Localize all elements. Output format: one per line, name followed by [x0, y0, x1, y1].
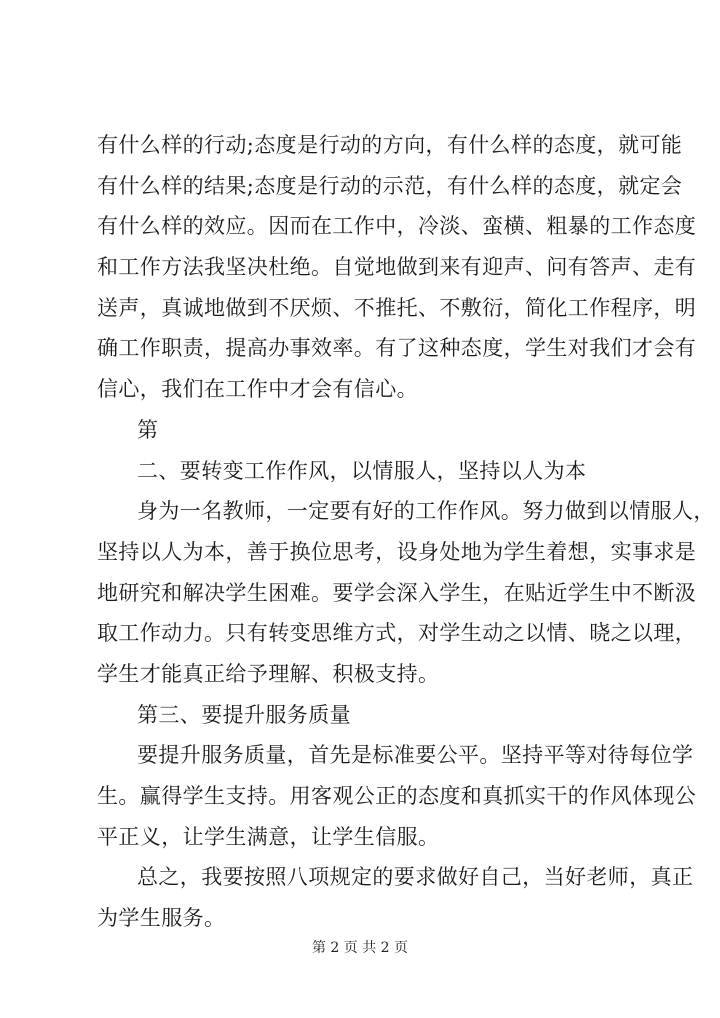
- text-line: 学生才能真正给予理解、积极支持。: [97, 661, 440, 686]
- text-line: 确工作职责，提高办事效率。有了这种态度，学生对我们才会有: [97, 336, 697, 361]
- text-line: 取工作动力。只有转变思维方式，对学生动之以情、晓之以理，: [97, 621, 697, 646]
- document-body: [97, 128, 715, 942]
- text-line: 地研究和解决学生困难。要学会深入学生，在贴近学生中不断汲: [97, 580, 697, 605]
- section-heading: 二、要转变工作作风，以情服人，坚持以人为本: [137, 458, 587, 483]
- text-line: 为学生服务。: [97, 906, 226, 931]
- text-line: 平正义，让学生满意，让学生信服。: [97, 824, 440, 849]
- text-line: 坚持以人为本，善于换位思考，设身处地为学生着想，实事求是: [97, 539, 697, 564]
- text-line: 和工作方法我坚决杜绝。自觉地做到来有迎声、问有答声、走有: [97, 255, 697, 280]
- text-line: 信心，我们在工作中才会有信心。: [97, 377, 418, 402]
- text-line: 要提升服务质量，首先是标准要公平。坚持平等对待每位学: [137, 743, 694, 768]
- text-line: 身为一名教师，一定要有好的工作作风。努力做到以情服人，: [137, 499, 715, 524]
- page-number-footer: 第 2 页 共 2 页: [311, 940, 409, 956]
- text-line: 生。赢得学生支持。用客观公正的态度和真抓实干的作风体现公: [97, 784, 697, 808]
- section-marker: 第: [137, 417, 159, 442]
- text-line: 送声，真诚地做到不厌烦、不推托、不敷衍，简化工作程序，明: [97, 295, 697, 320]
- text-line: 有什么样的结果;态度是行动的示范，有什么样的态度，就定会: [97, 173, 683, 198]
- text-line: 有什么样的行动;态度是行动的方向，有什么样的态度，就可能: [97, 133, 683, 157]
- text-line: 总之，我要按照八项规定的要求做好自己，当好老师，真正: [137, 865, 694, 890]
- text-line: 有什么样的效应。因而在工作中，冷淡、蛮横、粗暴的工作态度: [97, 214, 697, 239]
- section-heading: 第三、要提升服务质量: [137, 702, 351, 727]
